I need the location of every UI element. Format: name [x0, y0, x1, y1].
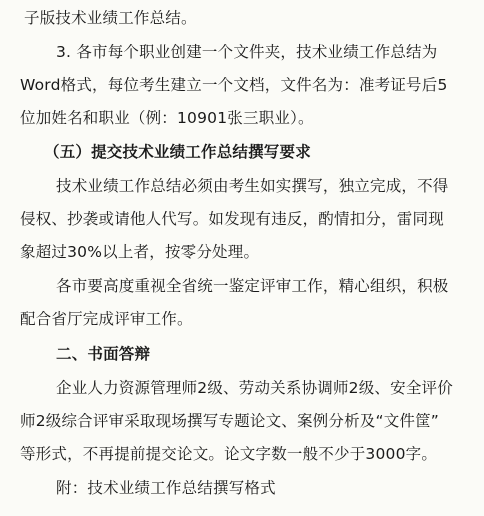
review-notice-line-1: 各市要高度重视全省统一鉴定评审工作，精心组织，积极: [56, 277, 449, 295]
requirements-line-1: 技术业绩工作总结必须由考生如实撰写，独立完成，不得: [56, 177, 449, 195]
section-heading-five: （五）提交技术业绩工作总结撰写要求: [44, 143, 311, 161]
written-defense-line-3: 等形式，不再提前提交论文。论文字数一般不少于3000字。: [20, 445, 438, 463]
appendix-line: 附：技术业绩工作总结撰写格式: [56, 479, 276, 497]
written-defense-line-2: 师2级综合评审采取现场撰写专题论文、案例分析及“文件筐”: [20, 412, 440, 430]
written-defense-line-1: 企业人力资源管理师2级、劳动关系协调师2级、安全评价: [56, 379, 453, 397]
item-3-line-2: Word格式，每位考生建立一个文档，文件名为：准考证号后5: [20, 76, 448, 94]
requirements-line-2: 侵权、抄袭或请他人代写。如发现有违反，酌情扣分，雷同现: [20, 210, 444, 228]
item-3-line-1: 3. 各市每个职业创建一个文件夹，技术业绩工作总结为: [56, 43, 438, 61]
item-3-line-3: 位加姓名和职业（例：10901张三职业）。: [20, 109, 314, 127]
review-notice-line-2: 配合省厅完成评审工作。: [20, 310, 193, 328]
paragraph-line-1: 子版技术业绩工作总结。: [24, 9, 197, 27]
requirements-line-3: 象超过30%以上者，按零分处理。: [20, 243, 260, 261]
section-heading-two: 二、书面答辩: [56, 345, 151, 363]
